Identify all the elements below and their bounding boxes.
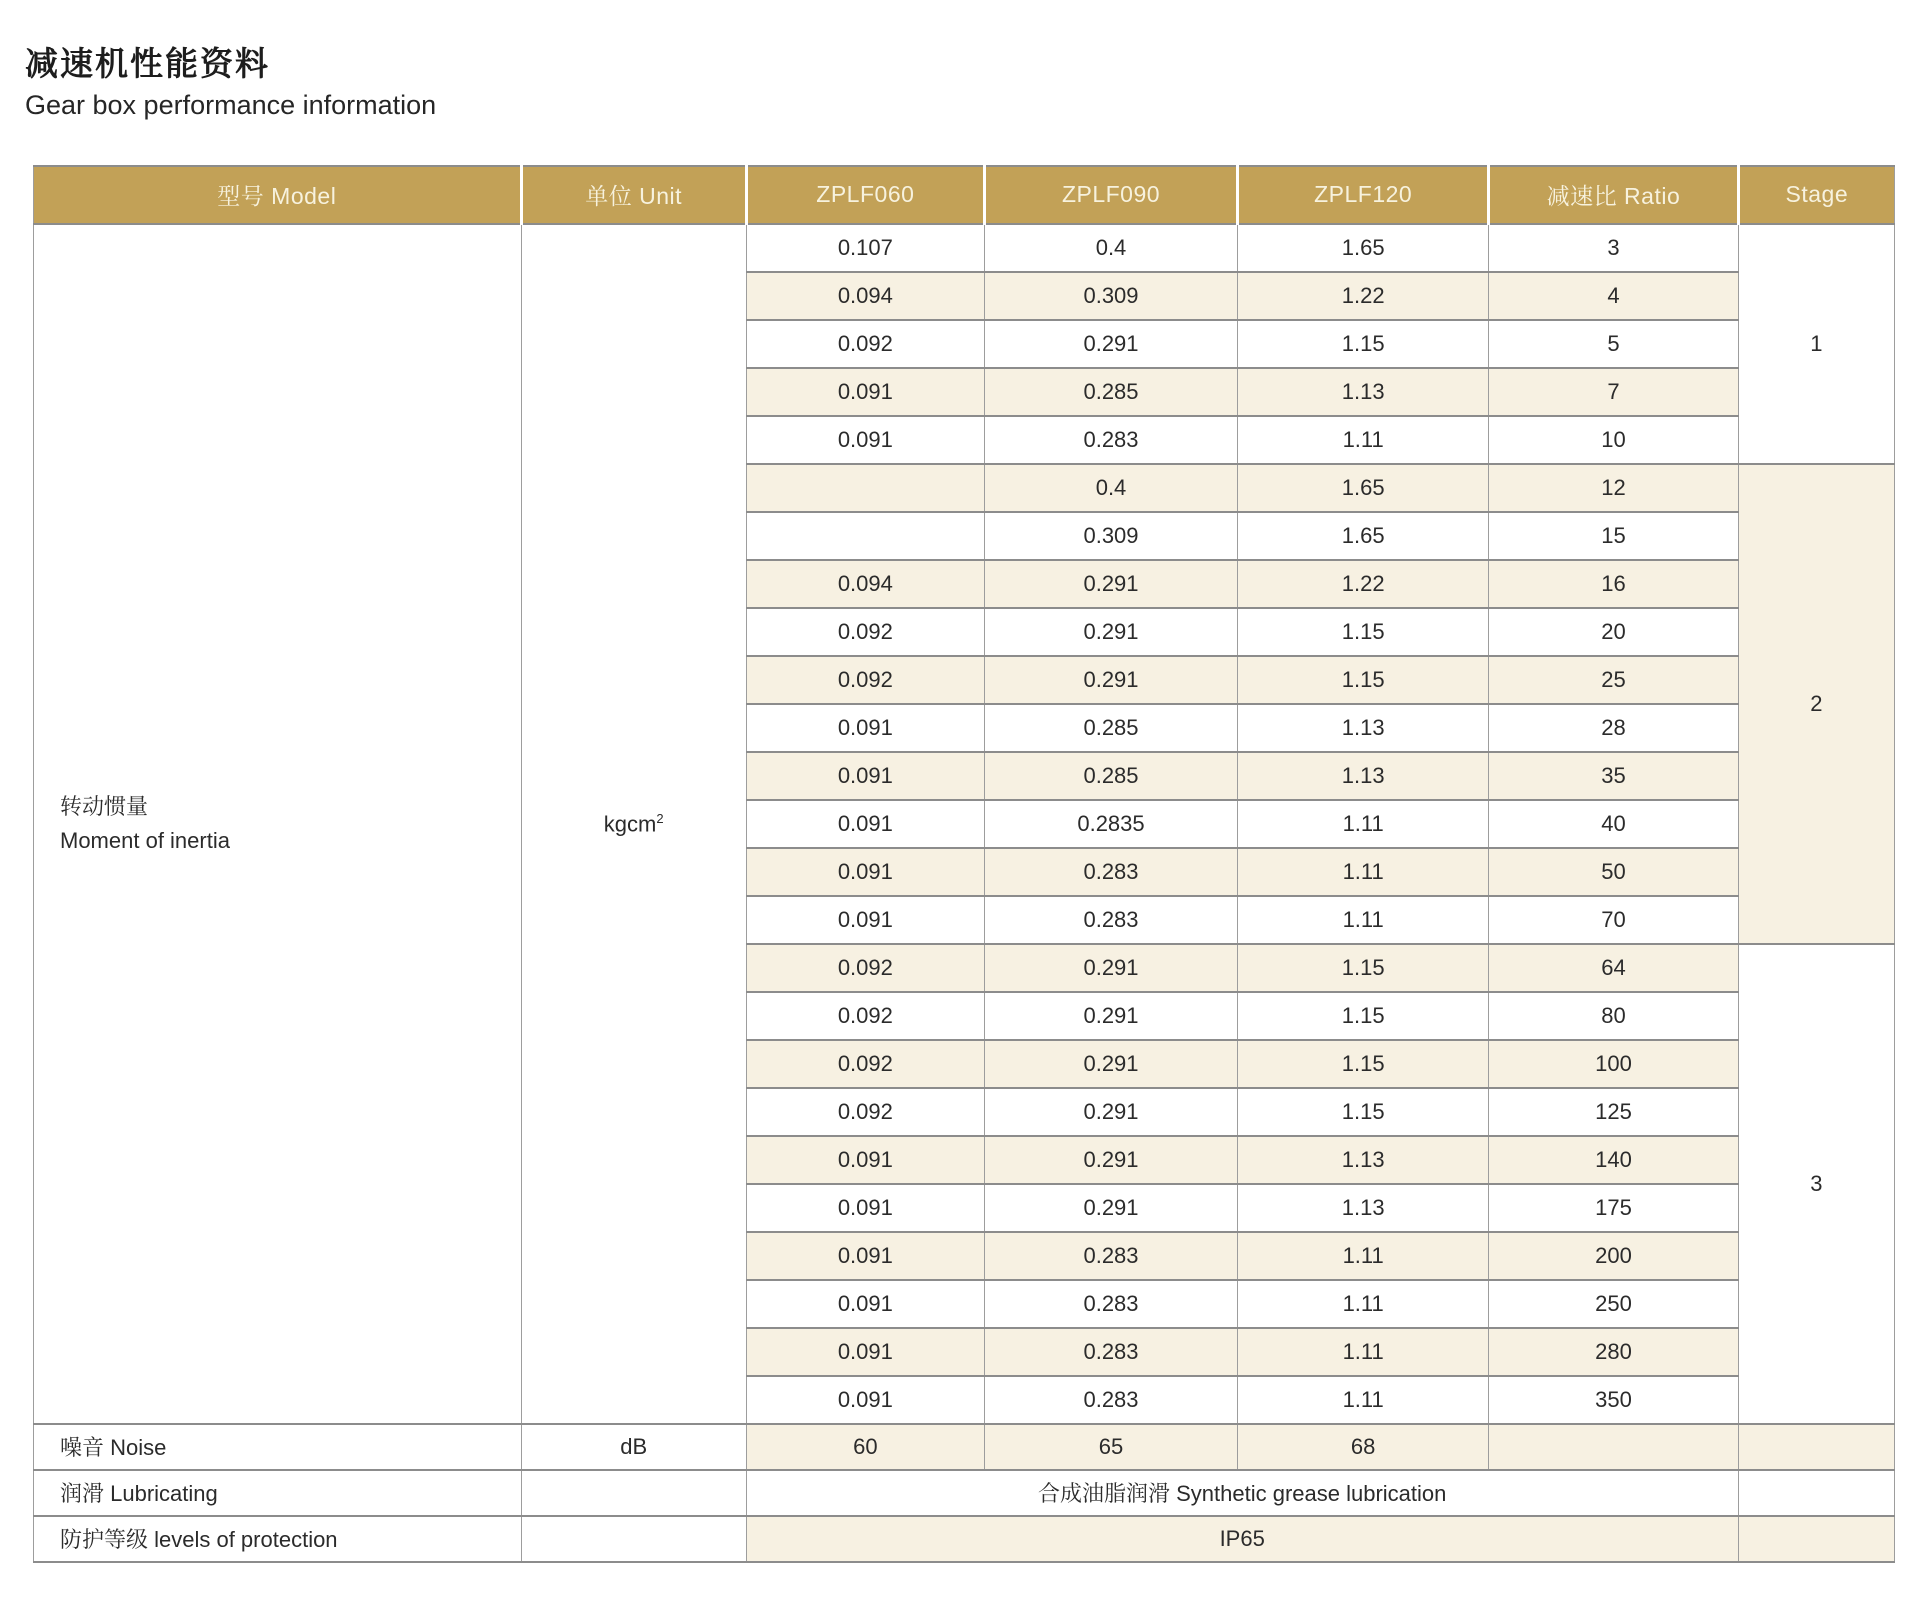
zplf090-value: 0.4 — [984, 464, 1237, 512]
header-model: 型号 Model — [34, 166, 522, 224]
table-header — [34, 166, 1895, 224]
zplf090-value: 0.291 — [984, 1136, 1237, 1184]
zplf090-value: 0.291 — [984, 320, 1237, 368]
zplf120-value: 1.13 — [1238, 1136, 1489, 1184]
zplf060-value: 0.092 — [746, 320, 984, 368]
ratio-value: 15 — [1489, 512, 1738, 560]
inertia-label — [34, 224, 522, 1424]
ratio-value: 4 — [1489, 272, 1738, 320]
ratio-value: 20 — [1489, 608, 1738, 656]
ratio-value: 250 — [1489, 1280, 1738, 1328]
zplf090-value: 0.291 — [984, 1040, 1237, 1088]
ratio-value: 12 — [1489, 464, 1738, 512]
zplf090-value: 0.291 — [984, 1184, 1237, 1232]
header-zplf090: ZPLF090 — [984, 166, 1237, 224]
lubricating-stage-empty-cell — [1738, 1470, 1894, 1516]
zplf120-value: 1.13 — [1238, 752, 1489, 800]
lubricating-unit-empty-cell — [521, 1470, 746, 1516]
lubricating-row — [34, 1470, 1895, 1516]
zplf090-value: 0.283 — [984, 1232, 1237, 1280]
zplf120-value: 1.15 — [1238, 1088, 1489, 1136]
ratio-value: 70 — [1489, 896, 1738, 944]
zplf060-value: 0.092 — [746, 608, 984, 656]
zplf090-value: 0.309 — [984, 512, 1237, 560]
zplf060-value: 0.091 — [746, 704, 984, 752]
noise-value-zplf060: 60 — [746, 1424, 984, 1470]
gearbox-performance-table — [33, 165, 1895, 1563]
zplf090-value: 0.285 — [984, 368, 1237, 416]
protection-row — [34, 1516, 1895, 1562]
noise-stage-empty-cell — [1738, 1424, 1894, 1470]
zplf120-value: 1.15 — [1238, 656, 1489, 704]
bottom-section — [34, 1424, 1895, 1562]
zplf120-value: 1.65 — [1238, 464, 1489, 512]
header-zplf120: ZPLF120 — [1238, 166, 1489, 224]
inertia-row — [34, 224, 1895, 272]
inertia-unit — [521, 224, 746, 1424]
zplf120-value: 1.13 — [1238, 1184, 1489, 1232]
zplf120-value: 1.15 — [1238, 944, 1489, 992]
zplf120-value: 1.11 — [1238, 848, 1489, 896]
zplf090-value: 0.285 — [984, 704, 1237, 752]
noise-label: 噪音 Noise — [34, 1424, 522, 1470]
zplf060-value — [746, 464, 984, 512]
inertia-unit-exponent: 2 — [656, 810, 664, 826]
zplf090-value: 0.291 — [984, 656, 1237, 704]
zplf120-value: 1.11 — [1238, 1376, 1489, 1424]
zplf090-value: 0.291 — [984, 944, 1237, 992]
ratio-value: 25 — [1489, 656, 1738, 704]
zplf120-value: 1.15 — [1238, 992, 1489, 1040]
page-title-zh: 减速机性能资料 — [25, 45, 270, 82]
zplf120-value: 1.11 — [1238, 1232, 1489, 1280]
zplf120-value: 1.11 — [1238, 416, 1489, 464]
ratio-value: 3 — [1489, 224, 1738, 272]
noise-value-zplf120: 68 — [1238, 1424, 1489, 1470]
zplf120-value: 1.15 — [1238, 608, 1489, 656]
header-row — [34, 166, 1895, 224]
inertia-label-en: Moment of inertia — [60, 827, 230, 853]
ratio-value: 350 — [1489, 1376, 1738, 1424]
zplf090-value: 0.291 — [984, 1088, 1237, 1136]
ratio-value: 10 — [1489, 416, 1738, 464]
zplf090-value: 0.2835 — [984, 800, 1237, 848]
zplf090-value: 0.283 — [984, 896, 1237, 944]
zplf060-value: 0.091 — [746, 1136, 984, 1184]
ratio-value: 64 — [1489, 944, 1738, 992]
zplf120-value: 1.15 — [1238, 1040, 1489, 1088]
zplf060-value: 0.092 — [746, 1088, 984, 1136]
zplf060-value: 0.094 — [746, 272, 984, 320]
noise-ratio-empty-cell — [1489, 1424, 1738, 1470]
ratio-value: 7 — [1489, 368, 1738, 416]
zplf060-value: 0.092 — [746, 992, 984, 1040]
zplf120-value: 1.11 — [1238, 896, 1489, 944]
zplf120-value: 1.22 — [1238, 560, 1489, 608]
zplf060-value — [746, 512, 984, 560]
zplf090-value: 0.283 — [984, 416, 1237, 464]
lubricating-label: 润滑 Lubricating — [34, 1470, 522, 1516]
zplf060-value: 0.091 — [746, 1280, 984, 1328]
zplf090-value: 0.309 — [984, 272, 1237, 320]
ratio-value: 5 — [1489, 320, 1738, 368]
zplf090-value: 0.291 — [984, 992, 1237, 1040]
zplf060-value: 0.091 — [746, 1184, 984, 1232]
zplf060-value: 0.094 — [746, 560, 984, 608]
protection-unit-empty-cell — [521, 1516, 746, 1562]
ratio-value: 28 — [1489, 704, 1738, 752]
protection-label: 防护等级 levels of protection — [34, 1516, 522, 1562]
zplf060-value: 0.091 — [746, 848, 984, 896]
ratio-value: 50 — [1489, 848, 1738, 896]
zplf120-value: 1.11 — [1238, 1280, 1489, 1328]
zplf060-value: 0.107 — [746, 224, 984, 272]
page-title-en: Gear box performance information — [25, 90, 437, 121]
ratio-value: 100 — [1489, 1040, 1738, 1088]
zplf120-value: 1.65 — [1238, 224, 1489, 272]
header-unit: 单位 Unit — [521, 166, 746, 224]
header-stage: Stage — [1738, 166, 1894, 224]
zplf060-value: 0.091 — [746, 752, 984, 800]
zplf090-value: 0.283 — [984, 1376, 1237, 1424]
inertia-section — [34, 224, 1895, 1424]
ratio-value: 80 — [1489, 992, 1738, 1040]
ratio-value: 35 — [1489, 752, 1738, 800]
zplf060-value: 0.091 — [746, 1232, 984, 1280]
header-ratio: 减速比 Ratio — [1489, 166, 1738, 224]
inertia-label-zh: 转动惯量 — [60, 793, 149, 819]
zplf120-value: 1.13 — [1238, 368, 1489, 416]
zplf120-value: 1.22 — [1238, 272, 1489, 320]
zplf090-value: 0.291 — [984, 608, 1237, 656]
zplf090-value: 0.4 — [984, 224, 1237, 272]
zplf060-value: 0.091 — [746, 1328, 984, 1376]
zplf060-value: 0.091 — [746, 896, 984, 944]
zplf060-value: 0.092 — [746, 1040, 984, 1088]
zplf120-value: 1.11 — [1238, 800, 1489, 848]
zplf060-value: 0.091 — [746, 800, 984, 848]
zplf090-value: 0.291 — [984, 560, 1237, 608]
zplf090-value: 0.283 — [984, 848, 1237, 896]
protection-value: IP65 — [746, 1516, 1738, 1562]
noise-unit: dB — [521, 1424, 746, 1470]
ratio-value: 280 — [1489, 1328, 1738, 1376]
zplf090-value: 0.283 — [984, 1328, 1237, 1376]
zplf120-value: 1.13 — [1238, 704, 1489, 752]
inertia-unit-base: kgcm — [603, 811, 657, 837]
header-zplf060: ZPLF060 — [746, 166, 984, 224]
zplf120-value: 1.11 — [1238, 1328, 1489, 1376]
zplf060-value: 0.092 — [746, 656, 984, 704]
zplf120-value: 1.65 — [1238, 512, 1489, 560]
protection-stage-empty-cell — [1738, 1516, 1894, 1562]
zplf060-value: 0.091 — [746, 416, 984, 464]
stage-value: 1 — [1738, 224, 1894, 464]
ratio-value: 175 — [1489, 1184, 1738, 1232]
zplf060-value: 0.091 — [746, 1376, 984, 1424]
zplf090-value: 0.283 — [984, 1280, 1237, 1328]
ratio-value: 140 — [1489, 1136, 1738, 1184]
zplf090-value: 0.285 — [984, 752, 1237, 800]
noise-row — [34, 1424, 1895, 1470]
ratio-value: 40 — [1489, 800, 1738, 848]
stage-value: 3 — [1738, 944, 1894, 1424]
ratio-value: 16 — [1489, 560, 1738, 608]
zplf060-value: 0.092 — [746, 944, 984, 992]
ratio-value: 200 — [1489, 1232, 1738, 1280]
ratio-value: 125 — [1489, 1088, 1738, 1136]
zplf120-value: 1.15 — [1238, 320, 1489, 368]
zplf060-value: 0.091 — [746, 368, 984, 416]
lubricating-value: 合成油脂润滑 Synthetic grease lubrication — [746, 1470, 1738, 1516]
stage-value: 2 — [1738, 464, 1894, 944]
noise-value-zplf090: 65 — [984, 1424, 1237, 1470]
